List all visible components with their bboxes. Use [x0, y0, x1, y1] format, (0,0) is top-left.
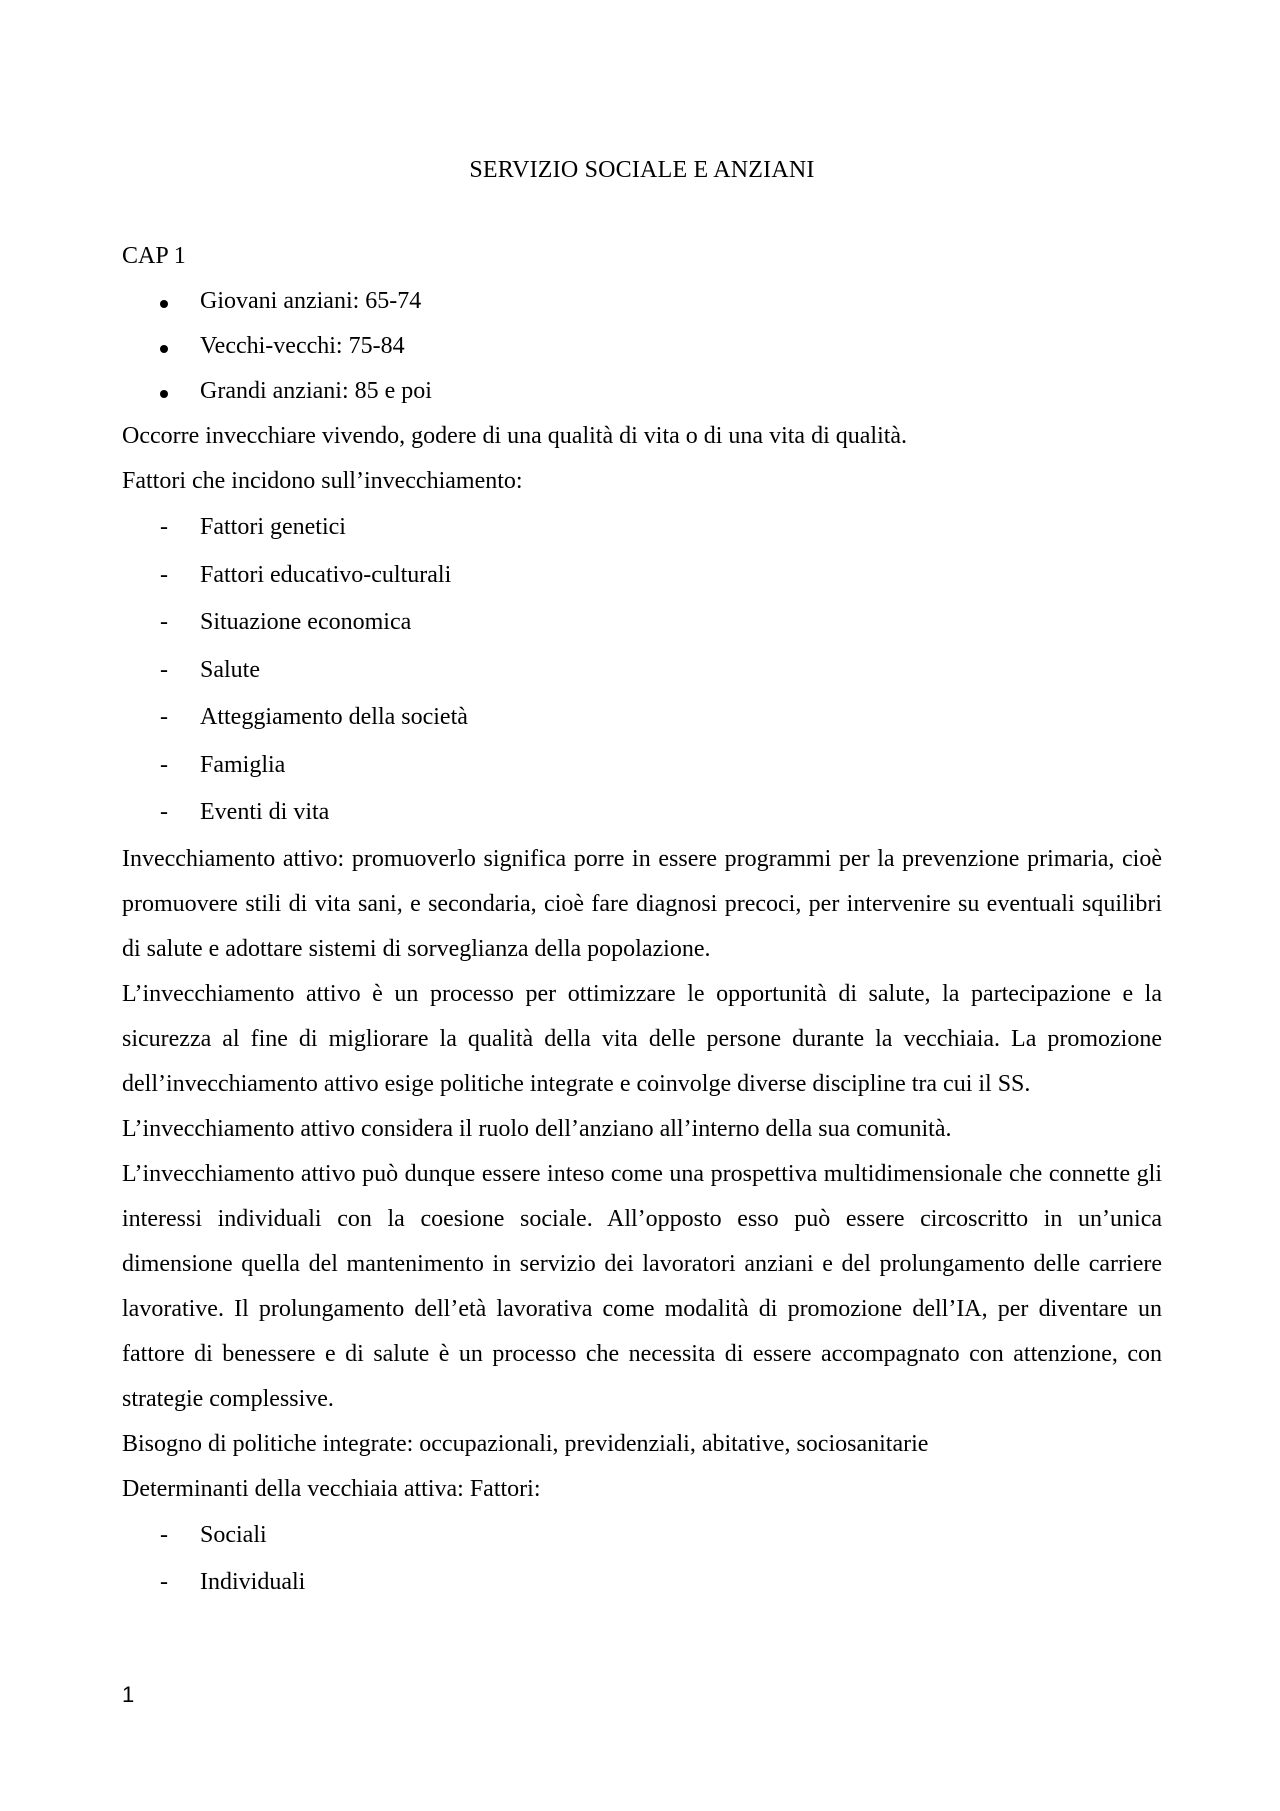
dash-marker: -	[160, 561, 168, 588]
page-number: 1	[122, 1682, 135, 1707]
list-item: - Sociali	[122, 1512, 1162, 1560]
factors-list	[122, 504, 1162, 837]
list-item: - Fattori genetici	[122, 504, 1162, 552]
chapter-heading: CAP 1	[122, 243, 186, 269]
list-item: - Fattori educativo-culturali	[122, 552, 1162, 600]
list-item: Vecchi-vecchi: 75-84	[122, 324, 1162, 369]
dash-marker: -	[160, 704, 168, 730]
dash-marker: -	[160, 1521, 168, 1548]
dash-marker: -	[160, 799, 168, 825]
factors-heading: Fattori che incidono sull’invecchiamento:	[122, 468, 523, 494]
paragraph-elder-role: L’invecchiamento attivo considera il ruolo dell’anziano all’interno della sua comunità.	[122, 1115, 952, 1142]
bullet-icon	[160, 324, 180, 369]
determinants-list	[122, 1512, 1162, 1607]
dash-marker: -	[160, 656, 168, 683]
list-item: Giovani anziani: 65-74	[122, 279, 1162, 324]
paragraph-active-aging-process: L’invecchiamento attivo è un processo per ottimizzare le opportunità di salute, la partecipazione e la sicurezza al fine di migliorare la qualità della vita delle persone durante la vecchiaia. La promozione dell’invecchiamento attivo esige politiche integrate e coinvolge diverse discipline tra cui il SS.	[122, 980, 1162, 1097]
bullet-icon	[160, 279, 180, 324]
list-item: - Individuali	[122, 1559, 1162, 1607]
list-item: - Eventi di vita	[122, 789, 1162, 837]
paragraph-active-aging-definition: Invecchiamento attivo: promuoverlo significa porre in essere programmi per la prevenzione primaria, cioè promuovere stili di vita sani, e secondaria, cioè fare diagnosi precoci, per intervenire su eventuali squilibri di salute e adottare sistemi di sorveglianza della popolazione.	[122, 845, 1162, 962]
paragraph-integrated-policies: Bisogno di politiche integrate: occupazionali, previdenziali, abitative, sociosanitarie	[122, 1430, 929, 1457]
dash-marker: -	[160, 751, 168, 778]
dash-marker: -	[160, 514, 168, 540]
dash-marker: -	[160, 609, 168, 635]
paragraph-determinants: Determinanti della vecchiaia attiva: Fattori:	[122, 1475, 541, 1502]
intro-sentence: Occorre invecchiare vivendo, godere di una qualità di vita o di una vita di qualità.	[122, 423, 908, 449]
list-item: - Salute	[122, 647, 1162, 695]
document-title: SERVIZIO SOCIALE E ANZIANI	[469, 157, 815, 183]
dash-marker: -	[160, 1569, 168, 1595]
list-item: Grandi anziani: 85 e poi	[122, 369, 1162, 414]
list-item: - Atteggiamento della società	[122, 694, 1162, 742]
age-group-list	[122, 279, 1162, 414]
list-item: - Famiglia	[122, 742, 1162, 790]
list-item: - Situazione economica	[122, 599, 1162, 647]
paragraph-multidimensional: L’invecchiamento attivo può dunque essere inteso come una prospettiva multidimensionale che connette gli interessi individuali con la coesione sociale. All’opposto esso può essere circoscritto in un’unica dimensione quella del mantenimento in servizio dei lavoratori anziani e del prolungamento delle carriere lavorative. Il prolungamento dell’età lavorativa come modalità di promozione dell’IA, per diventare un fattore di benessere e di salute è un processo che necessita di essere accompagnato con attenzione, con strategie complessive.	[122, 1160, 1162, 1412]
bullet-icon	[160, 369, 180, 414]
document-body	[122, 150, 1162, 1607]
